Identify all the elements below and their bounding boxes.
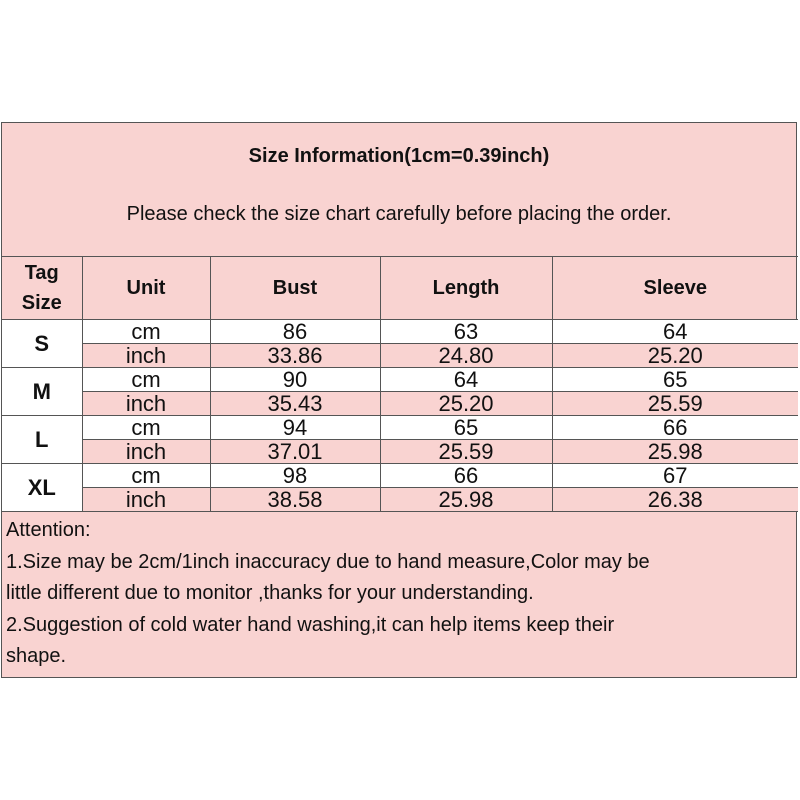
length-cell: 25.20 [380, 392, 552, 416]
size-label: S [2, 320, 82, 368]
unit-cell: inch [82, 488, 210, 512]
header-tag-size [2, 257, 82, 320]
chart-subtitle: Please check the size chart carefully before placing the order. [126, 203, 672, 225]
attention-notes [6, 515, 792, 673]
header-length: Length [380, 257, 552, 320]
bust-cell: 98 [210, 464, 380, 488]
note-line: 2.Suggestion of cold water hand washing,it can help items keep their [6, 613, 615, 636]
size-chart [1, 122, 797, 678]
unit-cell: inch [82, 392, 210, 416]
sleeve-cell: 64 [552, 320, 798, 344]
table-row [2, 320, 798, 344]
bust-cell: 33.86 [210, 344, 380, 368]
note-line: little different due to monitor ,thanks for your understanding. [6, 582, 534, 604]
unit-cell: cm [82, 416, 210, 440]
unit-cell: cm [82, 320, 210, 344]
table-row [2, 368, 798, 392]
length-cell: 64 [380, 368, 552, 392]
sleeve-cell: 65 [552, 368, 798, 392]
chart-title: Size Information(1cm=0.39inch) [248, 145, 550, 167]
sleeve-cell: 66 [552, 416, 798, 440]
header-tag-label: Tag [24, 262, 59, 284]
table-row [2, 392, 798, 416]
table-row [2, 440, 798, 464]
sleeve-cell: 25.59 [552, 392, 798, 416]
header-sleeve: Sleeve [552, 257, 798, 320]
header-bust: Bust [210, 257, 380, 320]
bust-cell: 35.43 [210, 392, 380, 416]
sleeve-cell: 25.98 [552, 440, 798, 464]
bust-cell: 86 [210, 320, 380, 344]
table-row [2, 344, 798, 368]
sleeve-cell: 25.20 [552, 344, 798, 368]
size-label: XL [2, 464, 82, 512]
sleeve-cell: 26.38 [552, 488, 798, 512]
table-row [2, 464, 798, 488]
size-label: L [2, 416, 82, 464]
header-size-label: Size [21, 292, 62, 314]
sleeve-cell: 67 [552, 464, 798, 488]
unit-cell: cm [82, 368, 210, 392]
bust-cell: 38.58 [210, 488, 380, 512]
length-cell: 25.59 [380, 440, 552, 464]
table-row [2, 488, 798, 512]
length-cell: 66 [380, 464, 552, 488]
header-unit: Unit [82, 257, 210, 320]
unit-cell: cm [82, 464, 210, 488]
size-table [2, 256, 798, 512]
note-line: 1.Size may be 2cm/1inch inaccuracy due to hand measure,Color may be [6, 550, 650, 573]
unit-cell: inch [82, 344, 210, 368]
length-cell: 65 [380, 416, 552, 440]
notes-heading: Attention: [6, 519, 91, 541]
note-line: shape. [6, 645, 67, 667]
length-cell: 25.98 [380, 488, 552, 512]
table-row [2, 416, 798, 440]
length-cell: 63 [380, 320, 552, 344]
bust-cell: 37.01 [210, 440, 380, 464]
table-header-row [2, 257, 798, 320]
bust-cell: 90 [210, 368, 380, 392]
length-cell: 24.80 [380, 344, 552, 368]
bust-cell: 94 [210, 416, 380, 440]
size-label: M [2, 368, 82, 416]
unit-cell: inch [82, 440, 210, 464]
